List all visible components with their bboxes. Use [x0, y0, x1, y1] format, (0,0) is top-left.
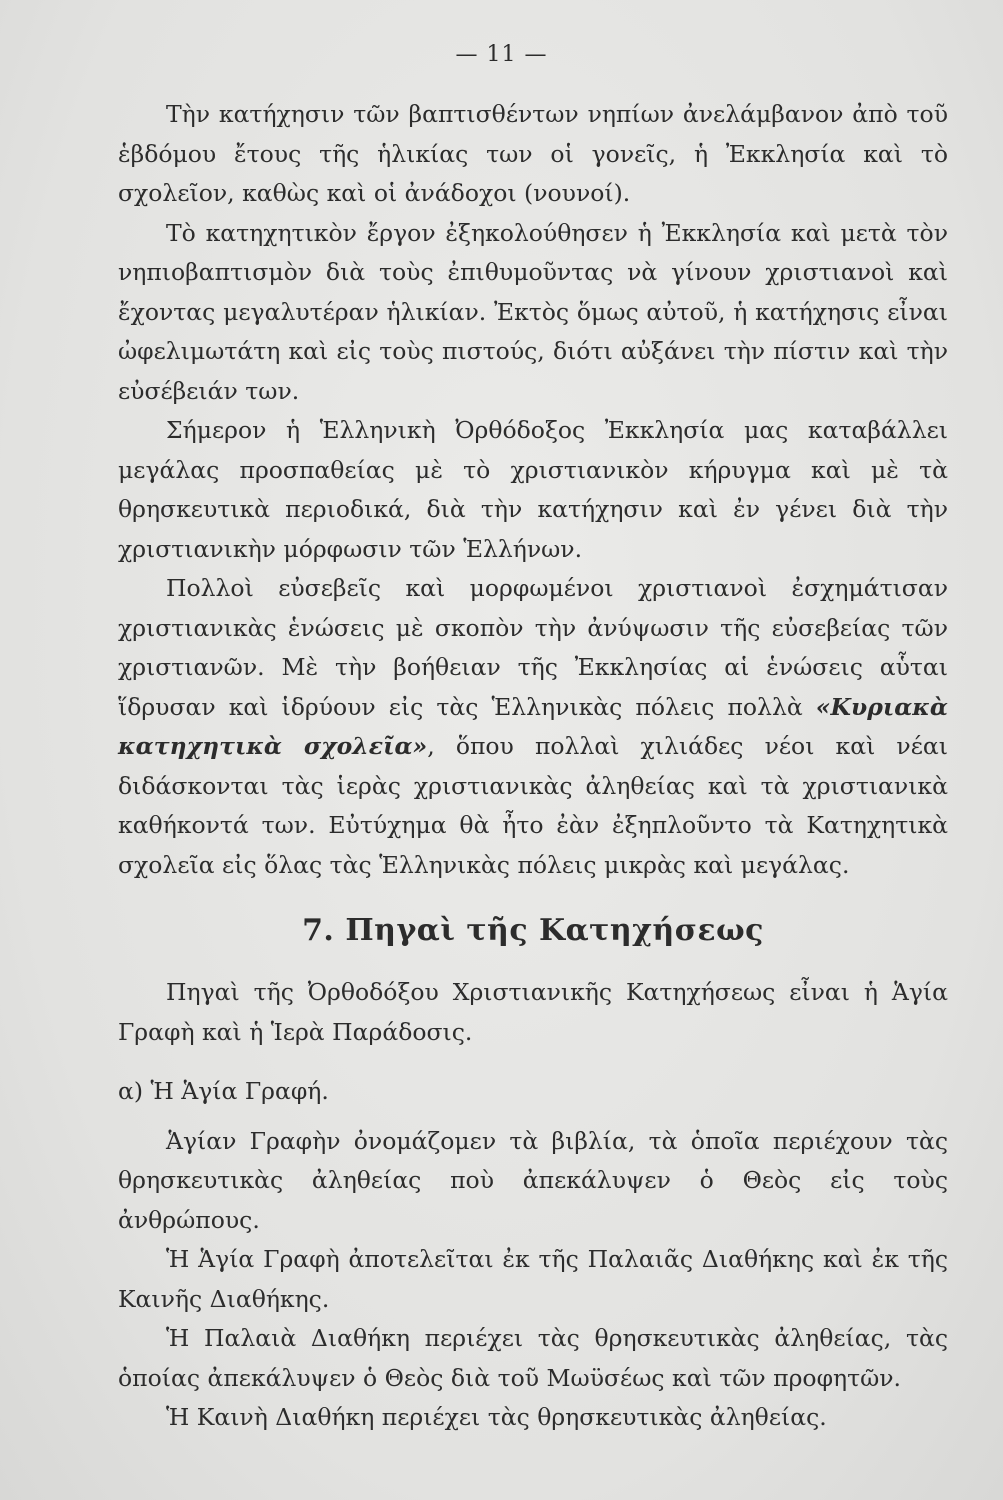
- subsection-heading: α) Ἡ Ἁγία Γραφή.: [118, 1077, 329, 1105]
- paragraph-scripture-parts: Ἡ Ἁγία Γραφὴ ἀποτελεῖται ἐκ τῆς Παλαιᾶς Διαθήκης καὶ ἐκ τῆς Καινῆς Διαθήκης.: [118, 1245, 948, 1313]
- paragraph-greek-church-today: Σήμερον ἡ Ἑλληνικὴ Ὀρθόδοξος Ἐκκλησία μας καταβάλλει μεγάλας προσπαθείας μὲ τὸ χριστιανικὸν κήρυγμα καὶ μὲ τὰ θρησκευτικὰ περιοδικά, διὰ τὴν κατήχησιν καὶ ἐν γένει διὰ τὴν χριστιανικὴν μόρφωσιν τῶν Ἑλλήνων.: [118, 416, 948, 563]
- paragraph-catechism-infants: Τὴν κατήχησιν τῶν βαπτισθέντων νηπίων ἀνελάμβανον ἀπὸ τοῦ ἑβδόμου ἔτους τῆς ἡλικίας των οἱ γονεῖς, ἡ Ἐκκλησία καὶ τὸ σχολεῖον, καθὼς καὶ οἱ ἀνάδοχοι (νουνοί).: [118, 100, 948, 207]
- paragraph-christian-unions: [118, 569, 948, 885]
- paragraph-new-testament: Ἡ Καινὴ Διαθήκη περιέχει τὰς θρησκευτικὰς ἀληθείας.: [166, 1403, 827, 1431]
- section-heading: 7. Πηγαὶ τῆς Κατηχήσεως: [302, 913, 764, 948]
- page-body: [118, 95, 948, 1438]
- paragraph-old-testament: Ἡ Παλαιὰ Διαθήκη περιέχει τὰς θρησκευτικὰς ἀληθείας, τὰς ὁποίας ἀπεκάλυψεν ὁ Θεὸς διὰ τοῦ Μωϋσέως καὶ τῶν προφητῶν.: [118, 1324, 948, 1392]
- paragraph-catechetical-work: Τὸ κατηχητικὸν ἔργον ἐξηκολούθησεν ἡ Ἐκκλησία καὶ μετὰ τὸν νηπιοβαπτισμὸν διὰ τοὺς ἐπιθυμοῦντας νὰ γίνουν χριστιανοὶ καὶ ἔχοντας μεγαλυτέραν ἡλικίαν. Ἐκτὸς ὅμως αὐτοῦ, ἡ κατήχησις εἶναι ὠφελιμωτάτη καὶ εἰς τοὺς πιστούς, διότι αὐξάνει τὴν πίστιν καὶ τὴν εὐσέβειάν των.: [118, 218, 948, 405]
- paragraph-christian-unions-text-2: , ὅπου πολλαὶ χιλιάδες νέοι καὶ νέαι διδάσκονται τὰς ἱερὰς χριστιανικὰς ἀληθείας καὶ τὰ χριστιανικὰ καθήκοντά των. Εὐτύχημα θὰ ἦτο ἐὰν ἐξηπλοῦντο τὰ Κατηχητικὰ σχολεῖα εἰς ὅλας τὰς Ἑλληνικὰς πόλεις μικρὰς καὶ μεγάλας.: [118, 732, 948, 879]
- paragraph-sources: Πηγαὶ τῆς Ὀρθοδόξου Χριστιανικῆς Κατηχήσεως εἶναι ἡ Ἁγία Γραφὴ καὶ ἡ Ἱερὰ Παράδοσις.: [118, 978, 948, 1046]
- paragraph-christian-unions-text-1: Πολλοὶ εὐσεβεῖς καὶ μορφωμένοι χριστιανοὶ ἐσχημάτισαν χριστιανικὰς ἑνώσεις μὲ σκοπὸν τὴν ἀνύψωσιν τῆς εὐσεβείας τῶν χριστιανῶν. Μὲ τὴν βοήθειαν τῆς Ἐκκλησίας αἱ ἑνώσεις αὗται ἵδρυσαν καὶ ἱδρύουν εἰς τὰς Ἑλληνικὰς πόλεις πολλὰ: [118, 574, 948, 721]
- page-number: — 11 —: [455, 42, 548, 67]
- sunday-schools-emphasis: «Κυριακὰ κατηχητικὰ σχολεῖα»: [118, 692, 948, 760]
- paragraph-holy-scripture-definition: Ἁγίαν Γραφὴν ὀνομάζομεν τὰ βιβλία, τὰ ὁποῖα περιέχουν τὰς θρησκευτικὰς ἀληθείας ποὺ ἀπεκάλυψεν ὁ Θεὸς εἰς τοὺς ἀνθρώπους.: [118, 1126, 948, 1234]
